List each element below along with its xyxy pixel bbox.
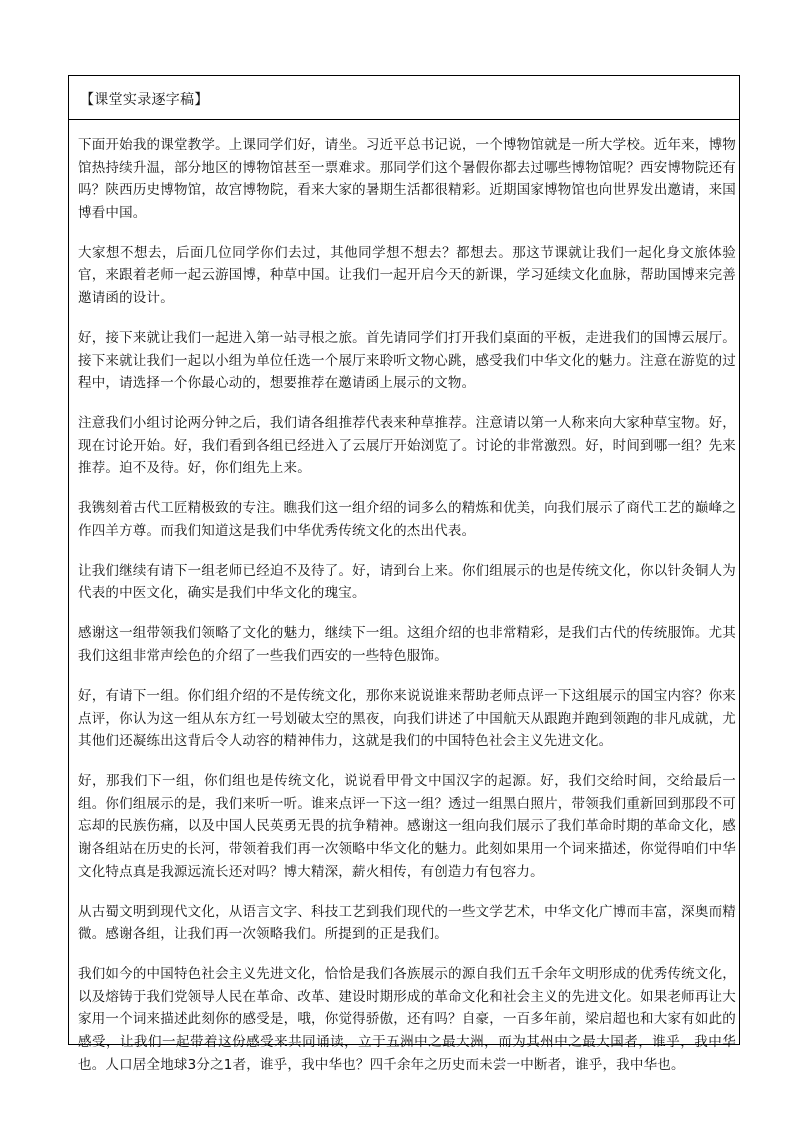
transcript-heading: 【课堂实录逐字稿】 (80, 92, 209, 108)
table-header-row (69, 76, 739, 120)
paragraph: 好，那我们下一组，你们组也是传统文化，说说看甲骨文中国汉字的起源。好，我们交给时间，交给最后一组。你们组展示的是，我们来听一听。谁来点评一下这一组？透过一组黑白照片，带领我们重新回到那段不可忘却的民族伤痛，以及中国人民英勇无畏的抗争精神。感谢这一组向我们展示了我们革命时期的革命文化，感谢各组站在历史的长河，带领着我们再一次领略中华文化的魅力。此刻如果用一个词来描述，你觉得咱们中华文化特点真是我源远流长还对吗？博大精深，薪火相传，有创造力有包容力。 (78, 773, 736, 880)
transcript-body (78, 134, 736, 1076)
paragraph: 从古蜀文明到现代文化，从语言文字、科技工艺到我们现代的一些文学艺术，中华文化广博而丰富，深奥而精微。感谢各组，让我们再一次领略我们。所提到的正是我们。 (78, 903, 736, 943)
paragraph: 注意我们小组讨论两分钟之后，我们请各组推荐代表来种草推荐。注意请以第一人称来向大家种草宝物。好，现在讨论开始。好，我们看到各组已经进入了云展厅开始浏览了。讨论的非常激烈。好，时间到哪一组？先来推荐。迫不及待。好，你们组先上来。 (78, 415, 736, 477)
paragraph: 感谢这一组带领我们领略了文化的魅力，继续下一组。这组介绍的也非常精彩，是我们古代的传统服饰。尤其我们这组非常声绘色的介绍了一些我们西安的一些特色服饰。 (78, 625, 736, 665)
paragraph: 让我们继续有请下一组老师已经迫不及待了。好，请到台上来。你们组展示的也是传统文化，你以针灸铜人为代表的中医文化，确实是我们中华文化的瑰宝。 (78, 562, 736, 602)
paragraph: 好，接下来就让我们一起进入第一站寻根之旅。首先请同学们打开我们桌面的平板，走进我们的国博云展厅。接下来就让我们一起以小组为单位任选一个展厅来聆听文物心跳，感受我们中华文化的魅力。注意在游览的过程中，请选择一个你最心动的，想要推荐在邀请函上展示的文物。 (78, 329, 736, 392)
paragraph: 好，有请下一组。你们组介绍的不是传统文化，那你来说说谁来帮助老师点评一下这组展示的国宝内容？你来点评，你认为这一组从东方红一号划破太空的黑夜，向我们讲述了中国航天从跟跑并跑到领跑的非凡成就，尤其他们还凝练出这背后令人动容的精神伟力，这就是我们的中国特色社会主义先进文化。 (78, 688, 736, 750)
paragraph: 我镌刻着古代工匠精极致的专注。瞧我们这一组介绍的词多么的精炼和优美，向我们展示了商代工艺的巅峰之作四羊方尊。而我们知道这是我们中华优秀传统文化的杰出代表。 (78, 500, 736, 539)
transcript-table (68, 75, 740, 1073)
paragraph: 下面开始我的课堂教学。上课同学们好，请坐。习近平总书记说，一个博物馆就是一所大学校。近年来，博物馆热持续升温，部分地区的博物馆甚至一票难求。那同学们这个暑假你都去过哪些博物馆呢？西安博物院还有吗？陕西历史博物馆，故宫博物院，看来大家的暑期生活都很精彩。近期国家博物馆也向世界发出邀请，来国博看中国。 (78, 137, 736, 221)
paragraph: 大家想不想去，后面几位同学你们去过，其他同学想不想去？都想去。那这节课就让我们一起化身文旅体验官，来跟着老师一起云游国博，种草中国。让我们一起开启今天的新课，学习延续文化血脉，帮助国博来完善邀请函的设计。 (78, 244, 736, 306)
paragraph: 我们如今的中国特色社会主义先进文化，恰恰是我们各族展示的源自我们五千余年文明形成的优秀传统文化，以及熔铸于我们党领导人民在革命、改革、建设时期形成的革命文化和社会主义的先进文化。如果老师再让大家用一个词来描述此刻你的感受是，哦，你觉得骄傲，还有吗？自豪，一百多年前，梁启超也和大家有如此的感受，让我们一起带着这份感受来共同诵读，立于五洲中之最大洲，而为其州中之最大国者，谁乎，我中华也。人口居全地球3分之1者，谁乎，我中华也？四千余年之历史而未尝一中断者，谁乎，我中华也。 (78, 966, 736, 1073)
